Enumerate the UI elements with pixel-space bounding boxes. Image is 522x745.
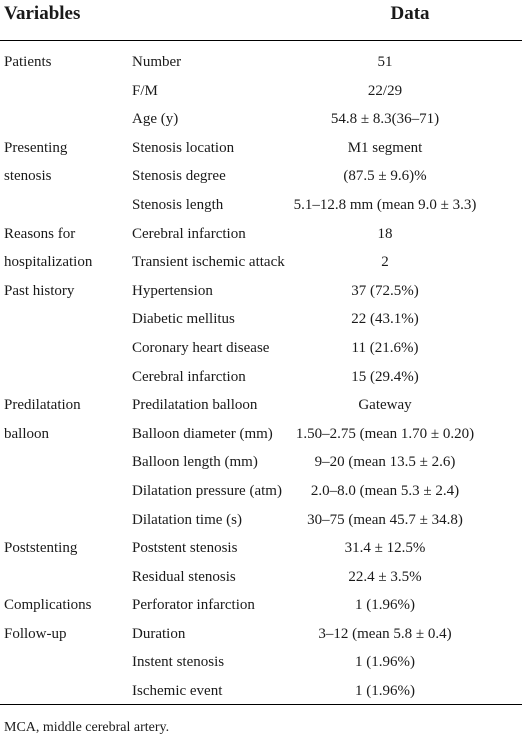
row-variable: Transient ischemic attack	[132, 254, 285, 271]
row-value: 3–12 (mean 5.8 ± 0.4)	[318, 625, 452, 642]
table-row	[0, 105, 522, 134]
table-footnote: MCA, middle cerebral artery.	[4, 720, 170, 735]
table-header	[0, 0, 522, 40]
row-group-label: Presenting	[4, 139, 68, 156]
row-variable: Stenosis length	[132, 196, 224, 213]
table-row	[0, 391, 522, 420]
bottom-rule	[0, 704, 522, 705]
row-value: 5.1–12.8 mm (mean 9.0 ± 3.3)	[293, 196, 477, 213]
row-value: Gateway	[358, 397, 412, 414]
row-group-label: Complications	[4, 597, 92, 614]
table-row	[0, 534, 522, 563]
table-row	[0, 220, 522, 249]
row-value: (87.5 ± 9.6)%	[343, 168, 427, 185]
table-row	[0, 563, 522, 592]
row-value: 37 (72.5%)	[351, 282, 419, 299]
table-row	[0, 277, 522, 306]
row-variable: Poststent stenosis	[132, 540, 238, 557]
row-group-label: Poststenting	[4, 540, 78, 557]
header-data: Data	[390, 3, 430, 24]
row-variable: Hypertension	[132, 282, 213, 299]
header-rule	[0, 40, 522, 41]
table-row	[0, 191, 522, 220]
row-value: 30–75 (mean 45.7 ± 34.8)	[307, 511, 463, 528]
table-row	[0, 48, 522, 77]
row-value: 15 (29.4%)	[351, 368, 419, 385]
row-variable: Age (y)	[132, 111, 179, 128]
row-variable: Residual stenosis	[132, 568, 236, 585]
row-group-label: Reasons for	[4, 225, 76, 242]
row-variable: Predilatation balloon	[132, 397, 258, 414]
row-value: 1 (1.96%)	[355, 654, 415, 671]
row-group-label: Past history	[4, 282, 75, 299]
row-variable: Cerebral infarction	[132, 225, 246, 242]
row-variable: Stenosis degree	[132, 168, 226, 185]
table-row	[0, 363, 522, 392]
table-row	[0, 477, 522, 506]
row-group-label: balloon	[4, 425, 49, 442]
row-value: 2	[381, 254, 389, 271]
table-row	[0, 448, 522, 477]
row-value: M1 segment	[347, 139, 423, 156]
table-row	[0, 420, 522, 449]
row-group-label: hospitalization	[4, 254, 93, 271]
row-variable: F/M	[132, 82, 158, 99]
row-value: 1 (1.96%)	[355, 597, 415, 614]
row-variable: Duration	[132, 625, 186, 642]
row-group-label: Follow-up	[4, 625, 67, 642]
row-value: 2.0–8.0 (mean 5.3 ± 2.4)	[310, 482, 460, 499]
header-variables: Variables	[4, 3, 81, 24]
row-value: 22.4 ± 3.5%	[348, 568, 422, 585]
row-value: 22/29	[367, 82, 403, 99]
row-value: 31.4 ± 12.5%	[344, 540, 426, 557]
table-row	[0, 305, 522, 334]
table-row	[0, 677, 522, 706]
row-variable: Ischemic event	[132, 683, 223, 700]
row-variable: Diabetic mellitus	[132, 311, 235, 328]
row-value: 1 (1.96%)	[355, 683, 415, 700]
table-row	[0, 248, 522, 277]
table-row	[0, 591, 522, 620]
table-body	[0, 48, 522, 706]
row-value: 22 (43.1%)	[351, 311, 419, 328]
table-row	[0, 506, 522, 535]
row-group-label: Patients	[4, 54, 52, 70]
row-variable: Cerebral infarction	[132, 368, 246, 385]
row-value: 51	[377, 54, 393, 70]
row-group-label: Predilatation	[4, 397, 81, 414]
row-variable: Balloon length (mm)	[132, 454, 258, 471]
row-value: 11 (21.6%)	[351, 339, 419, 356]
row-value: 9–20 (mean 13.5 ± 2.6)	[314, 454, 456, 471]
row-variable: Number	[132, 54, 182, 70]
table-row	[0, 162, 522, 191]
table-row	[0, 648, 522, 677]
row-variable: Balloon diameter (mm)	[132, 425, 273, 442]
table-row	[0, 620, 522, 649]
row-value: 18	[377, 225, 393, 242]
row-value: 54.8 ± 8.3(36–71)	[330, 111, 440, 128]
row-group-label: stenosis	[4, 168, 52, 185]
row-variable: Dilatation time (s)	[132, 511, 242, 528]
row-variable: Instent stenosis	[132, 654, 225, 671]
row-value: 1.50–2.75 (mean 1.70 ± 0.20)	[295, 425, 475, 442]
table-row	[0, 134, 522, 163]
row-variable: Dilatation pressure (atm)	[132, 482, 282, 499]
table-row	[0, 77, 522, 106]
row-variable: Stenosis location	[132, 139, 235, 156]
table-row	[0, 334, 522, 363]
row-variable: Perforator infarction	[132, 597, 255, 614]
row-variable: Coronary heart disease	[132, 339, 270, 356]
